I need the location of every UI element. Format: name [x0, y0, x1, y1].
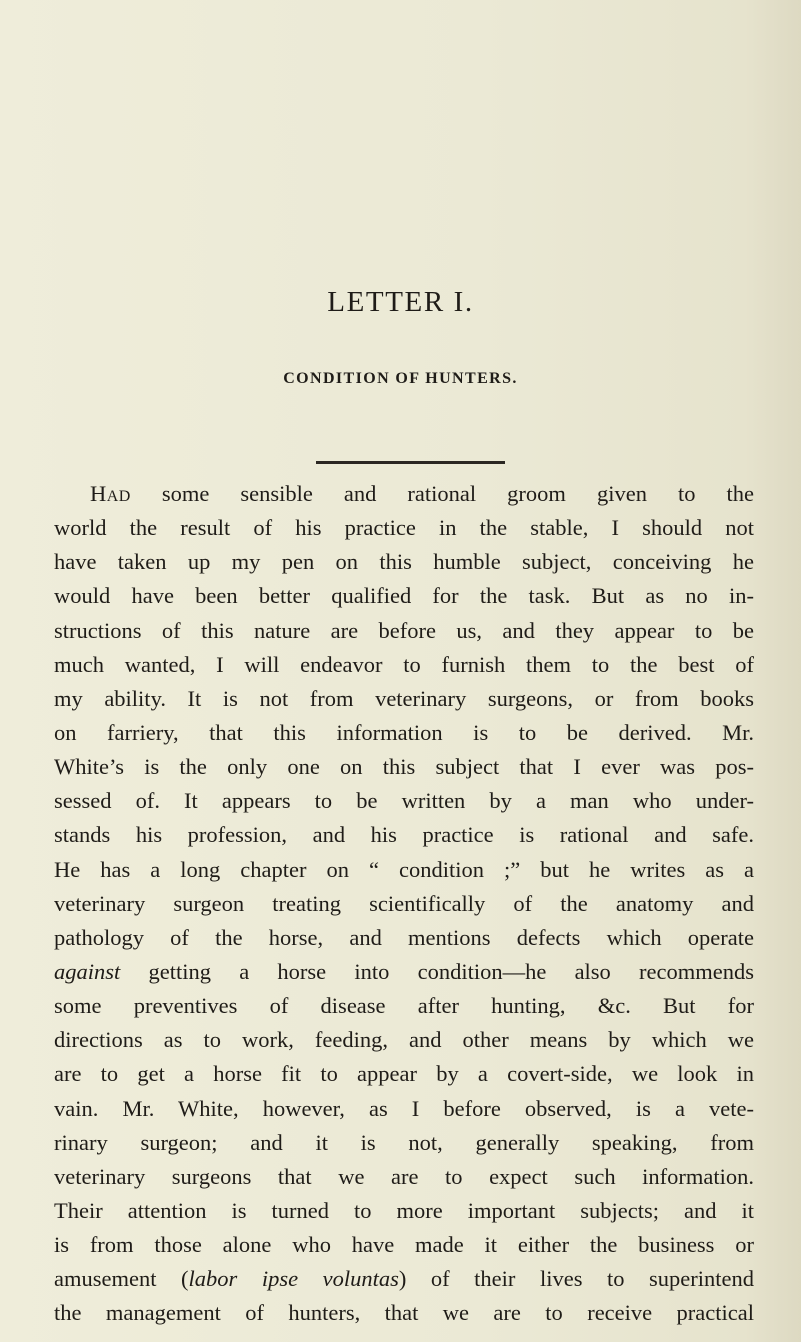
text-line: stands his profession, and his practice is rational and safe.: [54, 822, 754, 848]
text-line: have taken up my pen on this humble subject, conceiving he: [54, 549, 754, 575]
text-line: veterinary surgeon treating scientifically of the anatomy and: [54, 890, 754, 916]
text-line: Their attention is turned to more important subjects; and it: [54, 1197, 754, 1223]
text-line: [54, 955, 754, 989]
chapter-subtitle: CONDITION OF HUNTERS.: [283, 370, 518, 387]
text-line: sessed of. It appears to be written by a man who under-: [54, 788, 754, 814]
italic-phrase: labor ipse voluntas: [188, 1266, 399, 1292]
text-line: vain. Mr. White, however, as I before observed, is a vete-: [54, 1095, 754, 1121]
body-paragraph: [54, 477, 754, 1331]
text-segment: getting a horse into condition—he also recommends: [148, 958, 754, 984]
text-segment: amusement (: [54, 1266, 189, 1292]
text-line: He has a long chapter on “ condition ;” but he writes as a: [54, 856, 754, 882]
text-line: some preventives of disease after hunting, &c. But for: [54, 993, 754, 1019]
text-line: [54, 1262, 754, 1296]
text-line: would have been better qualified for the task. But as no in-: [54, 583, 754, 609]
text-line: rinary surgeon; and it is not, generally speaking, from: [54, 1129, 754, 1155]
text-segment: some sensible and rational groom given to the: [130, 481, 754, 506]
text-line: are to get a horse fit to appear by a covert-side, we look in: [54, 1061, 754, 1087]
text-line: much wanted, I will endeavor to furnish them to the best of: [54, 651, 754, 677]
text-line: White’s is the only one on this subject that I ever was pos-: [54, 754, 754, 780]
drop-word: Had: [90, 481, 131, 506]
horizontal-rule: [316, 461, 505, 464]
italic-word: against: [54, 958, 121, 984]
text-line: pathology of the horse, and mentions defects which operate: [54, 924, 754, 950]
text-line: is from those alone who have made it either the business or: [54, 1232, 754, 1258]
text-line: the management of hunters, that we are to receive practical: [54, 1300, 754, 1326]
text-line: structions of this nature are before us, and they appear to be: [54, 617, 754, 643]
text-line: on farriery, that this information is to be derived. Mr.: [54, 719, 754, 745]
text-line: [54, 477, 754, 511]
text-segment: ) of their lives to superintend: [398, 1266, 755, 1292]
text-line: world the result of his practice in the stable, I should not: [54, 515, 754, 541]
text-line: my ability. It is not from veterinary surgeons, or from books: [54, 685, 754, 711]
text-line: veterinary surgeons that we are to expect such information.: [54, 1163, 754, 1189]
letter-title: LETTER I.: [327, 286, 474, 318]
text-line: directions as to work, feeding, and other means by which we: [54, 1027, 754, 1053]
